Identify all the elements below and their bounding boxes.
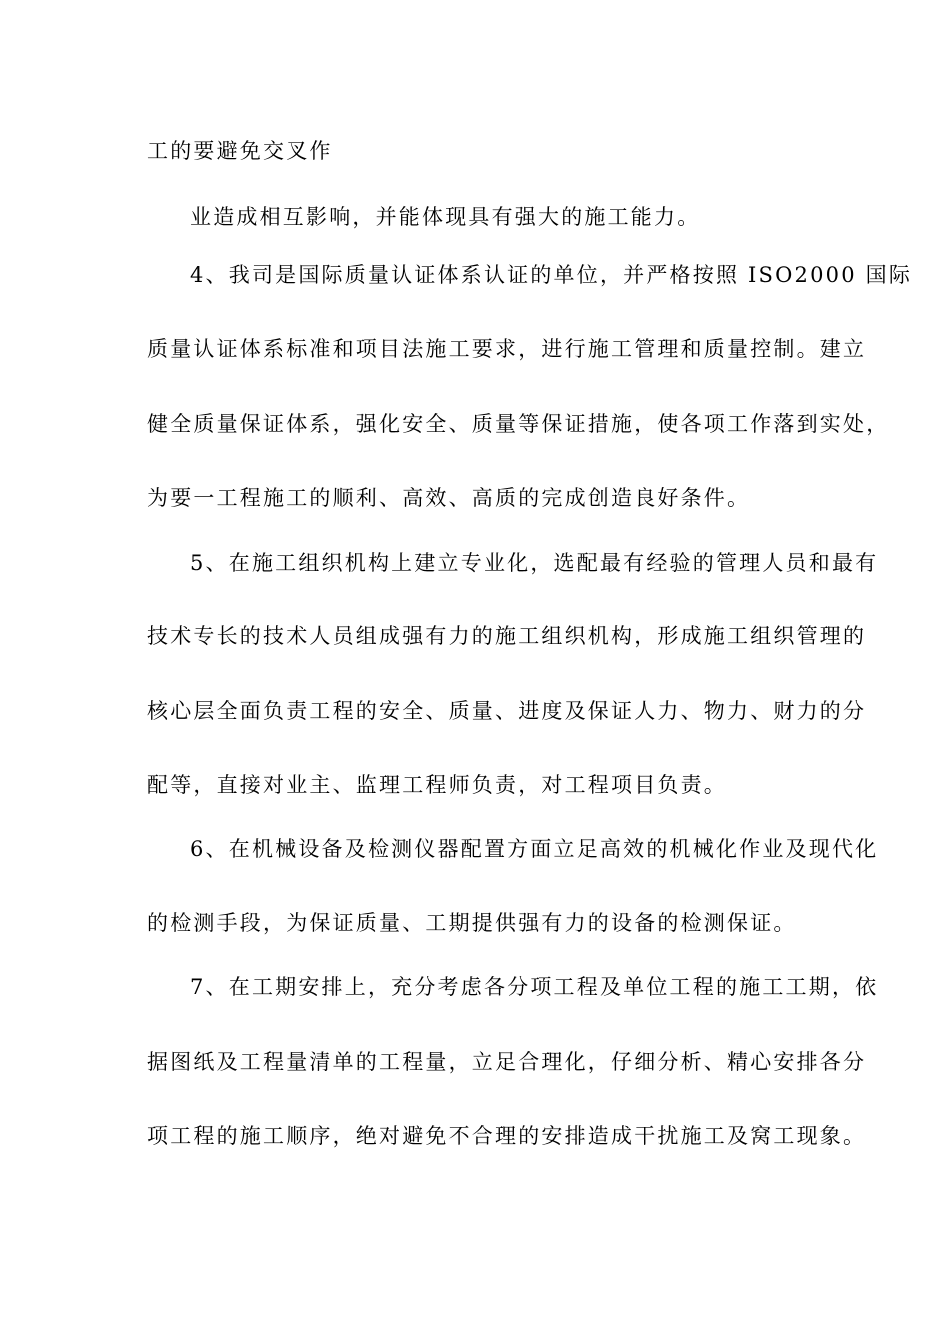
text-line-13: 7、在工期安排上，充分考虑各分项工程及单位工程的施工工期，依 — [190, 975, 879, 999]
text-line-9: 核心层全面负责工程的安全、质量、进度及保证人力、物力、财力的分 — [147, 699, 867, 723]
text-line-8: 技术专长的技术人员组成强有力的施工组织机构，形成施工组织管理的 — [147, 624, 867, 648]
text-line-10: 配等，直接对业主、监理工程师负责，对工程项目负责。 — [147, 773, 727, 797]
text-line-5: 健全质量保证体系，强化安全、质量等保证措施，使各项工作落到实处， — [147, 412, 890, 436]
text-line-11: 6、在机械设备及检测仪器配置方面立足高效的机械化作业及现代化 — [190, 837, 879, 861]
text-line-1: 工的要避免交叉作 — [147, 139, 333, 163]
text-line-3: 4、我司是国际质量认证体系认证的单位，并严格按照 ISO2000 国际 — [190, 263, 913, 287]
text-line-7: 5、在施工组织机构上建立专业化，选配最有经验的管理人员和最有 — [190, 551, 879, 575]
text-line-15: 项工程的施工顺序，绝对避免不合理的安排造成干扰施工及窝工现象。 — [147, 1124, 867, 1148]
text-line-6: 为要一工程施工的顺利、高效、高质的完成创造良好条件。 — [147, 486, 751, 510]
text-line-2: 业造成相互影响，并能体现具有强大的施工能力。 — [190, 205, 701, 229]
text-line-14: 据图纸及工程量清单的工程量，立足合理化，仔细分析、精心安排各分 — [147, 1050, 867, 1074]
text-line-12: 的检测手段，为保证质量、工期提供强有力的设备的检测保证。 — [147, 911, 797, 935]
text-line-4: 质量认证体系标准和项目法施工要求，进行施工管理和质量控制。建立 — [147, 337, 867, 361]
